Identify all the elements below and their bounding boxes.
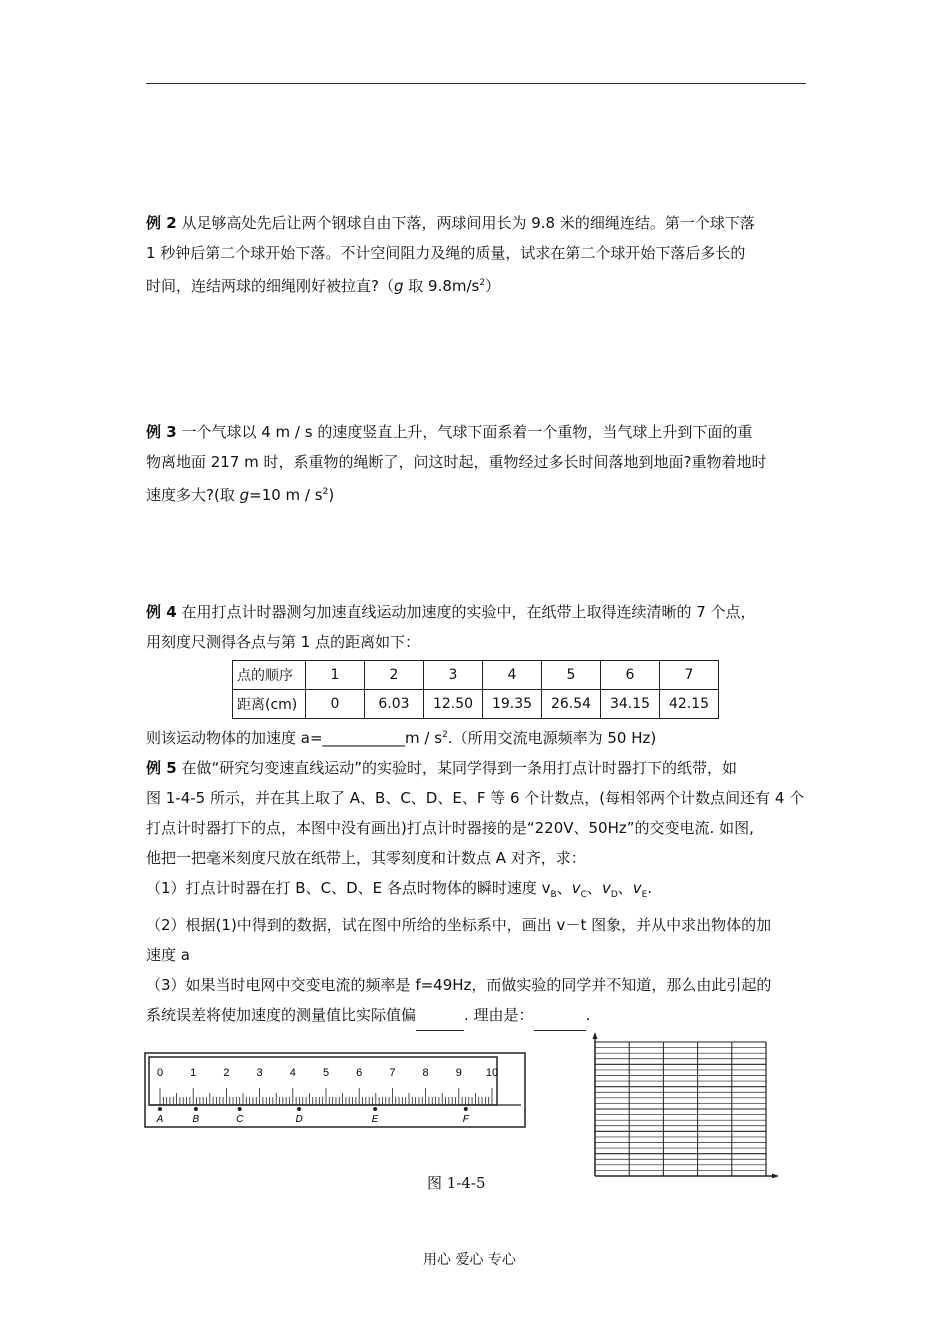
x-axis-arrow-icon xyxy=(772,1174,779,1179)
question-3-reason: . 理由是： xyxy=(464,1006,534,1024)
table-cell: 2 xyxy=(365,661,424,690)
answer-blank[interactable] xyxy=(534,1000,586,1031)
ruler-number: 4 xyxy=(289,1067,296,1079)
question-2-line2: 速度 a xyxy=(146,946,190,964)
counting-point-label: A xyxy=(156,1114,164,1125)
ruler-number: 8 xyxy=(422,1067,429,1079)
ruler-number: 0 xyxy=(156,1067,164,1079)
counting-point-label: D xyxy=(295,1114,303,1125)
table-cell: 3 xyxy=(424,661,483,690)
example-4 xyxy=(146,597,808,657)
figure-caption: 图 1-4-5 xyxy=(427,1174,486,1192)
acceleration-prompt: 则该运动物体的加速度 a= xyxy=(146,729,323,747)
example-3 xyxy=(146,417,808,510)
example-2-line3a: 时间，连结两球的细绳刚好被拉直?（ xyxy=(146,277,394,295)
acceleration-unit: m / s xyxy=(405,729,443,747)
example-2-line3b: 取 9.8m/s xyxy=(403,277,480,295)
subscript: C xyxy=(580,890,587,900)
example-2 xyxy=(146,208,808,301)
table-cell: 42.15 xyxy=(660,690,719,719)
question-1: （1）打点计时器在打 B、C、D、E 各点时物体的瞬时速度 v xyxy=(146,879,551,897)
y-axis-arrow-icon xyxy=(593,1032,598,1039)
counting-point-dot xyxy=(238,1107,242,1111)
ruler-number: 10 xyxy=(485,1067,499,1079)
counting-point-dot xyxy=(297,1107,301,1111)
table-header-order: 点的顺序 xyxy=(233,661,306,690)
counting-point-dot xyxy=(373,1107,377,1111)
table-cell: 4 xyxy=(483,661,542,690)
table-cell: 34.15 xyxy=(601,690,660,719)
table-row xyxy=(233,661,719,690)
superscript: 2 xyxy=(479,278,486,288)
counting-point-label: C xyxy=(236,1114,244,1125)
example-3-line2: 物离地面 217 m 时，系重物的绳断了，问这时起，重物经过多长时间落地到地面?重物着地时 xyxy=(146,453,767,471)
example-3-label: 例 3 xyxy=(146,423,177,441)
example-5-line4: 他把一把毫米刻度尺放在纸带上，其零刻度和计数点 A 对齐，求： xyxy=(146,849,586,867)
subscript: B xyxy=(550,890,557,900)
example-5-label: 例 5 xyxy=(146,759,177,777)
ruler-number: 7 xyxy=(389,1067,396,1079)
example-4-label: 例 4 xyxy=(146,603,177,621)
g-symbol: g xyxy=(239,486,250,504)
subscript: D xyxy=(610,890,618,900)
question-3-line2: 系统误差将使加速度的测量值比实际值偏 xyxy=(146,1006,417,1024)
table-cell: 12.50 xyxy=(424,690,483,719)
example-5-line3: 打点计时器打下的点，本图中没有画出)打点计时器接的是“220V、50Hz”的交变电流. 如图, xyxy=(146,819,754,837)
counting-point-label: E xyxy=(371,1114,379,1125)
ruler-number: 1 xyxy=(190,1067,197,1079)
example-2-label: 例 2 xyxy=(146,214,177,232)
example-2-line3c: ） xyxy=(485,277,501,295)
table-cell: 26.54 xyxy=(542,690,601,719)
table-row xyxy=(233,690,719,719)
subscript: E xyxy=(641,890,648,900)
table-cell: 5 xyxy=(542,661,601,690)
counting-point-dot xyxy=(158,1107,162,1111)
table-cell: 1 xyxy=(306,661,365,690)
ruler-number: 5 xyxy=(322,1067,330,1079)
question-2-line1: （2）根据(1)中得到的数据，试在图中所给的坐标系中，画出 v－t 图象，并从中求出物体的加 xyxy=(146,916,772,934)
counting-point-dot xyxy=(194,1107,198,1111)
example-3-line3b: =10 m / s xyxy=(249,486,323,504)
counting-point-dot xyxy=(464,1107,468,1111)
example-3-line3a: 速度多大?(取 xyxy=(146,486,240,504)
example-2-line1: 从足够高处先后让两个钢球自由下落，两球间用长为 9.8 米的细绳连结。第一个球下落 xyxy=(181,214,755,232)
ruler-figure xyxy=(144,1052,526,1128)
example-2-line2: 1 秒钟后第二个球开始下落。不计空间阻力及绳的质量，试求在第二个球开始下落后多长的 xyxy=(146,244,746,262)
superscript: 2 xyxy=(442,730,448,740)
example-5: 则该运动物体的加速度 a=___________m / $s^2$.（所用交流电源频率为 50 Hz) 例 5 在做“研究匀变速直线运动”的实验时，某同学得到一条用打点计时器打下的纸带，如 图 1-4-5 所示，并在其上取了 A、B、C、D、E、F 等 6 个计数点，(每相邻两个计数点间还有 4 个 打点计时器打下的点，本图中没有画出)打点计时器接的是“220V、50Hz”的交变电流. 如图, 他把一把毫米刻度尺放在纸带上，其零刻度和计数点 A 对齐，求： （1）打点计时器在打 B、C、D、E 各点时物体的瞬时速度 $v_B$、$v_C$、$v_D$、$v_E$. （2）根据(1)中得到的数据，试在图中所给的坐标系中，画出 v－t 图象，并从中求出物体的加 速度 a （3）如果当时电网中交变电流的频率是 f=49Hz，而做实验的同学并不知道，那么由此引起的 系统误差将使加速度的测量值比实际值偏 . 理由是： . xyxy=(146,720,808,1031)
table-header-distance: 距离(cm) xyxy=(233,690,306,719)
superscript: 2 xyxy=(322,487,329,497)
table-cell: 6 xyxy=(601,661,660,690)
answer-blank: ___________ xyxy=(322,729,406,747)
table-cell: 7 xyxy=(660,661,719,690)
example-3-line1: 一个气球以 4 m / s 的速度竖直上升，气球下面系着一个重物，当气球上升到下面的重 xyxy=(181,423,753,441)
frequency-note: .（所用交流电源频率为 50 Hz) xyxy=(447,729,657,747)
answer-blank[interactable] xyxy=(416,1000,464,1031)
graph-grid-figure xyxy=(585,1030,781,1178)
ruler-number: 2 xyxy=(223,1067,230,1079)
table-cell: 6.03 xyxy=(365,690,424,719)
counting-point-label: F xyxy=(462,1114,469,1125)
example-5-line1: 在做“研究匀变速直线运动”的实验时，某同学得到一条用打点计时器打下的纸带，如 xyxy=(181,759,737,777)
example-3-line3c: ) xyxy=(328,486,335,504)
example-4-line2: 用刻度尺测得各点与第 1 点的距离如下： xyxy=(146,633,421,651)
table-cell: 19.35 xyxy=(483,690,542,719)
g-symbol: g xyxy=(393,277,404,295)
ruler-number: 9 xyxy=(455,1067,462,1079)
counting-point-label: B xyxy=(192,1114,200,1125)
question-3-end: . xyxy=(585,1006,591,1024)
header-rule xyxy=(146,83,806,84)
ruler-number: 3 xyxy=(256,1067,263,1079)
ruler-number: 6 xyxy=(356,1067,363,1079)
question-3-line1: （3）如果当时电网中交变电流的频率是 f=49Hz，而做实验的同学并不知道，那么由此引起的 xyxy=(146,976,772,994)
example-5-line2: 图 1-4-5 所示，并在其上取了 A、B、C、D、E、F 等 6 个计数点，(每相邻两个计数点间还有 4 个 xyxy=(146,789,805,807)
page-footer: 用心 爱心 专心 xyxy=(423,1252,516,1268)
distance-table xyxy=(232,660,719,719)
table-cell: 0 xyxy=(306,690,365,719)
example-4-line1: 在用打点计时器测匀加速直线运动加速度的实验中，在纸带上取得连续清晰的 7 个点， xyxy=(181,603,756,621)
